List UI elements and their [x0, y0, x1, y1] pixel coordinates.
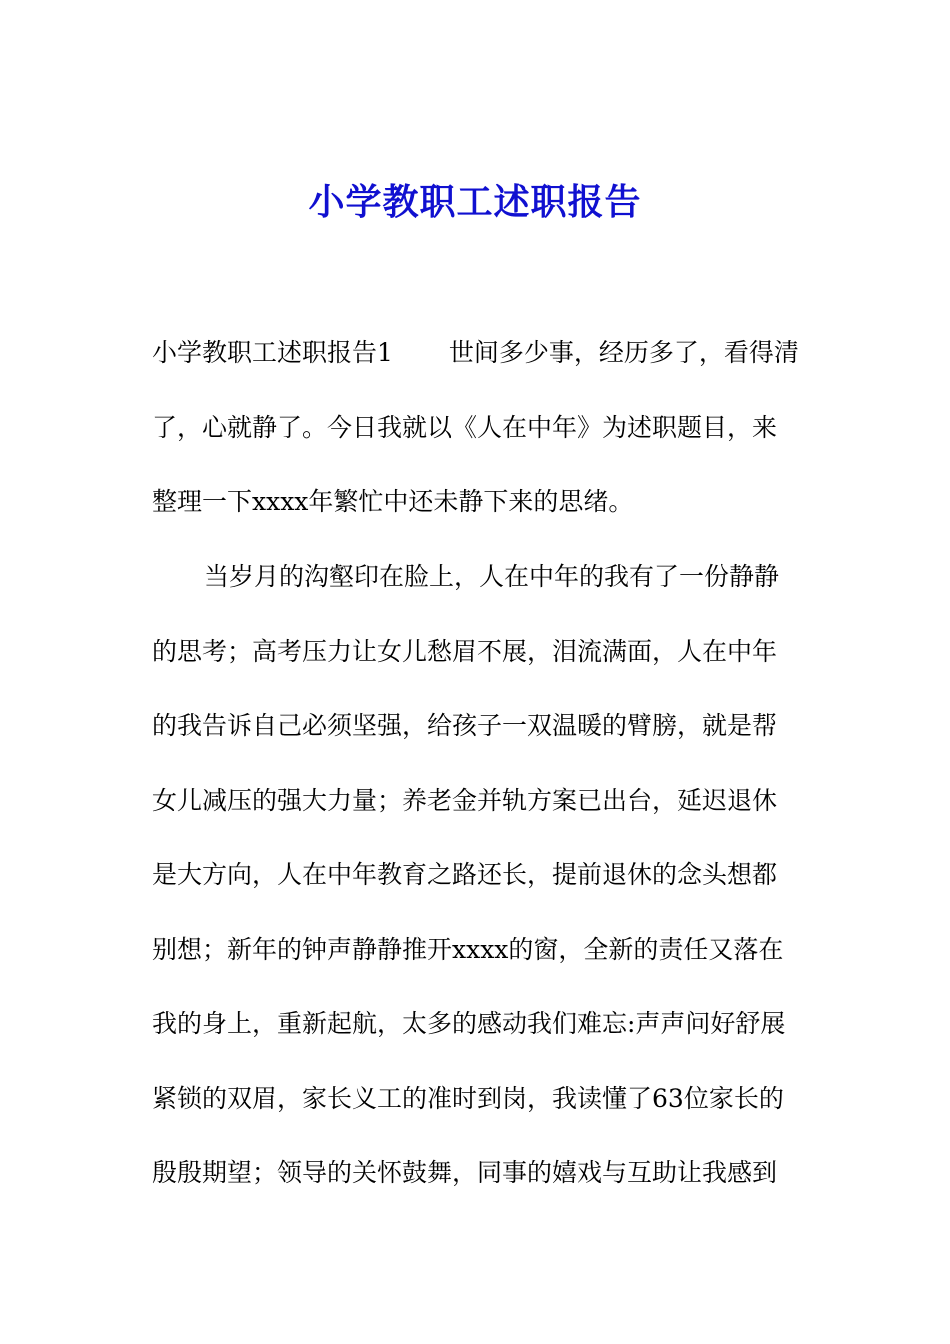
section-heading: 小学教职工述职报告1 — [152, 338, 393, 367]
paragraph-1-line-1 — [152, 316, 812, 391]
paragraph-2-line-6: 别想；新年的钟声静静推开xxxx的窗，全新的责任又落在 — [152, 934, 784, 964]
document-title: 小学教职工述职报告 — [308, 181, 642, 223]
paragraph-2-line-3: 的我告诉自己必须坚强，给孩子一双温暖的臂膀，就是帮 — [152, 711, 778, 740]
paragraph-1-line-2: 了，心就静了。今日我就以《人在中年》为述职题目，来 — [152, 412, 778, 442]
paragraph-1-line-1-text: 世间多少事，经历多了，看得清 — [448, 338, 799, 367]
paragraph-2-line-8: 紧锁的双眉，家长义工的准时到岗，我读懂了63位家长的 — [152, 1083, 784, 1113]
paragraph-1 — [152, 316, 812, 540]
paragraph-2-line-7: 我的身上，重新起航，太多的感动我们难忘:声声问好舒展 — [152, 1009, 786, 1038]
paragraph-2-line-1: 当岁月的沟壑印在脸上，人在中年的我有了一份静静 — [204, 562, 780, 591]
paragraph-2-line-5: 是大方向，人在中年教育之路还长，提前退休的念头想都 — [152, 860, 778, 889]
paragraph-2-line-9: 殷殷期望；领导的关怀鼓舞，同事的嬉戏与互助让我感到 — [152, 1158, 778, 1187]
paragraph-2-line-2: 的思考；高考压力让女儿愁眉不展，泪流满面，人在中年 — [152, 636, 778, 666]
paragraph-2-line-4: 女儿减压的强大力量；养老金并轨方案已出台，延迟退休 — [152, 785, 778, 815]
paragraph-2 — [152, 540, 812, 1211]
paragraph-1-line-3: 整理一下xxxx年繁忙中还未静下来的思绪。 — [152, 487, 634, 516]
